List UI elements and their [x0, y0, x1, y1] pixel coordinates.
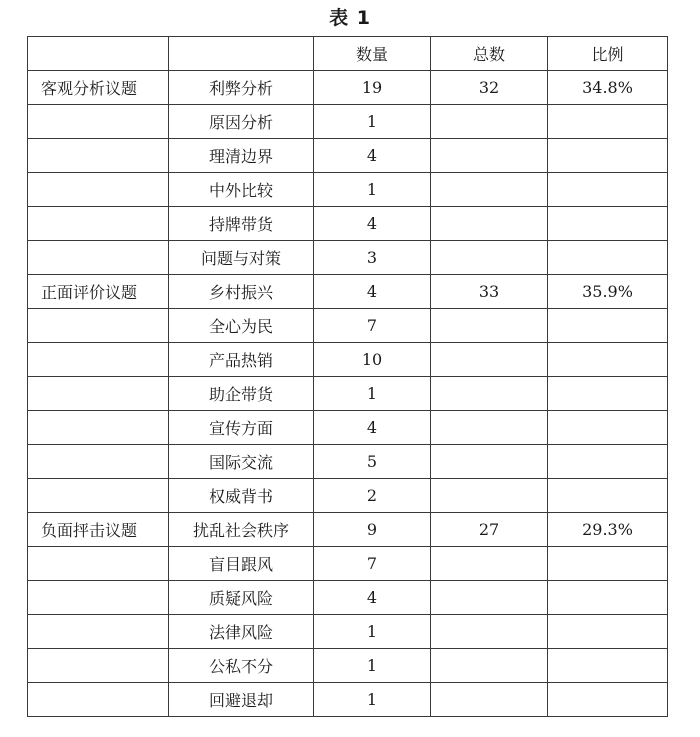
count-cell: 3 — [314, 241, 431, 275]
ratio-cell — [548, 479, 668, 513]
category-cell — [28, 343, 169, 377]
table-row — [28, 275, 668, 309]
ratio-cell — [548, 343, 668, 377]
category-cell — [28, 445, 169, 479]
data-table — [27, 36, 668, 717]
table-row — [28, 343, 668, 377]
table-row — [28, 649, 668, 683]
category-cell — [28, 683, 169, 717]
table-row — [28, 513, 668, 547]
header-row — [28, 37, 668, 71]
table-row — [28, 71, 668, 105]
count-cell: 2 — [314, 479, 431, 513]
category-cell — [28, 547, 169, 581]
ratio-cell — [548, 241, 668, 275]
ratio-cell — [548, 547, 668, 581]
category-cell — [28, 649, 169, 683]
total-cell: 27 — [431, 513, 548, 547]
subtopic-cell: 回避退却 — [169, 683, 314, 717]
ratio-cell — [548, 173, 668, 207]
table-row — [28, 547, 668, 581]
ratio-cell — [548, 105, 668, 139]
subtopic-cell: 中外比较 — [169, 173, 314, 207]
count-cell: 7 — [314, 547, 431, 581]
category-cell — [28, 207, 169, 241]
header-cell-subtopic — [169, 37, 314, 71]
subtopic-cell: 乡村振兴 — [169, 275, 314, 309]
total-cell — [431, 479, 548, 513]
subtopic-cell: 原因分析 — [169, 105, 314, 139]
table-row — [28, 309, 668, 343]
category-cell — [28, 139, 169, 173]
category-cell — [28, 241, 169, 275]
total-cell — [431, 309, 548, 343]
header-cell-ratio: 比例 — [548, 37, 668, 71]
subtopic-cell: 公私不分 — [169, 649, 314, 683]
count-cell: 19 — [314, 71, 431, 105]
count-cell: 9 — [314, 513, 431, 547]
category-cell — [28, 479, 169, 513]
category-cell — [28, 615, 169, 649]
total-cell — [431, 615, 548, 649]
total-cell — [431, 649, 548, 683]
subtopic-cell: 权威背书 — [169, 479, 314, 513]
count-cell: 4 — [314, 275, 431, 309]
table-row — [28, 615, 668, 649]
table-row — [28, 139, 668, 173]
table-row — [28, 105, 668, 139]
subtopic-cell: 国际交流 — [169, 445, 314, 479]
count-cell: 4 — [314, 411, 431, 445]
count-cell: 1 — [314, 615, 431, 649]
ratio-cell — [548, 649, 668, 683]
ratio-cell: 35.9% — [548, 275, 668, 309]
subtopic-cell: 盲目跟风 — [169, 547, 314, 581]
ratio-cell: 34.8% — [548, 71, 668, 105]
table-row — [28, 207, 668, 241]
ratio-cell — [548, 581, 668, 615]
header-cell-count: 数量 — [314, 37, 431, 71]
total-cell — [431, 173, 548, 207]
count-cell: 1 — [314, 683, 431, 717]
count-cell: 4 — [314, 581, 431, 615]
ratio-cell — [548, 445, 668, 479]
category-cell — [28, 581, 169, 615]
subtopic-cell: 利弊分析 — [169, 71, 314, 105]
count-cell: 10 — [314, 343, 431, 377]
count-cell: 1 — [314, 377, 431, 411]
ratio-cell — [548, 139, 668, 173]
total-cell — [431, 343, 548, 377]
subtopic-cell: 持牌带货 — [169, 207, 314, 241]
count-cell: 4 — [314, 139, 431, 173]
header-cell-total: 总数 — [431, 37, 548, 71]
ratio-cell — [548, 207, 668, 241]
category-cell — [28, 105, 169, 139]
table-row — [28, 377, 668, 411]
total-cell — [431, 207, 548, 241]
ratio-cell: 29.3% — [548, 513, 668, 547]
category-cell — [28, 309, 169, 343]
total-cell — [431, 445, 548, 479]
table-row — [28, 241, 668, 275]
category-cell — [28, 411, 169, 445]
category-cell — [28, 173, 169, 207]
subtopic-cell: 宣传方面 — [169, 411, 314, 445]
ratio-cell — [548, 683, 668, 717]
category-cell: 负面抨击议题 — [28, 513, 169, 547]
category-cell: 客观分析议题 — [28, 71, 169, 105]
table-title: 表 1 — [329, 7, 371, 29]
total-cell — [431, 683, 548, 717]
header-cell-category — [28, 37, 169, 71]
total-cell — [431, 139, 548, 173]
subtopic-cell: 产品热销 — [169, 343, 314, 377]
subtopic-cell: 问题与对策 — [169, 241, 314, 275]
total-cell: 32 — [431, 71, 548, 105]
table-row — [28, 411, 668, 445]
count-cell: 1 — [314, 649, 431, 683]
subtopic-cell: 扰乱社会秩序 — [169, 513, 314, 547]
total-cell — [431, 581, 548, 615]
total-cell — [431, 411, 548, 445]
subtopic-cell: 全心为民 — [169, 309, 314, 343]
ratio-cell — [548, 309, 668, 343]
total-cell: 33 — [431, 275, 548, 309]
subtopic-cell: 理清边界 — [169, 139, 314, 173]
table-row — [28, 479, 668, 513]
subtopic-cell: 法律风险 — [169, 615, 314, 649]
subtopic-cell: 质疑风险 — [169, 581, 314, 615]
count-cell: 4 — [314, 207, 431, 241]
category-cell: 正面评价议题 — [28, 275, 169, 309]
subtopic-cell: 助企带货 — [169, 377, 314, 411]
total-cell — [431, 241, 548, 275]
ratio-cell — [548, 411, 668, 445]
table-row — [28, 445, 668, 479]
table-header — [28, 37, 668, 71]
table-row — [28, 173, 668, 207]
table-row — [28, 581, 668, 615]
total-cell — [431, 547, 548, 581]
category-cell — [28, 377, 169, 411]
table-row — [28, 683, 668, 717]
count-cell: 7 — [314, 309, 431, 343]
count-cell: 1 — [314, 173, 431, 207]
ratio-cell — [548, 615, 668, 649]
ratio-cell — [548, 377, 668, 411]
count-cell: 1 — [314, 105, 431, 139]
count-cell: 5 — [314, 445, 431, 479]
total-cell — [431, 377, 548, 411]
total-cell — [431, 105, 548, 139]
table-body — [28, 71, 668, 717]
